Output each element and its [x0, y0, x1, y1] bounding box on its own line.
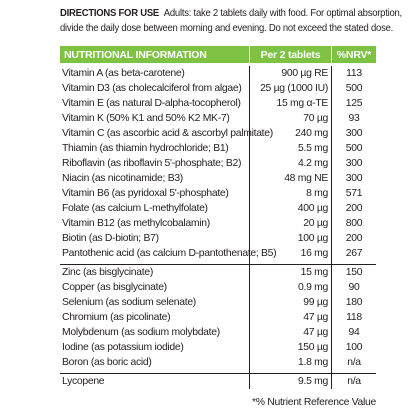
nutrient-name: Vitamin K (50% K1 and 50% K2 MK-7) — [60, 111, 250, 126]
nutrient-nrv: 571 — [345, 188, 363, 199]
nutrient-nrv: 90 — [348, 282, 360, 293]
table-row — [60, 66, 376, 81]
directions-line-2: divide the daily dose between morning and evening. Do not exceed the stated dose. — [60, 23, 394, 34]
nutrient-amount: 25 µg (1000 IU) — [250, 81, 332, 96]
table-row — [60, 216, 376, 231]
table-row — [60, 246, 376, 261]
nutrient-amount: 47 µg — [250, 310, 332, 325]
nutrient-nrv: 500 — [345, 143, 363, 154]
table-row — [60, 141, 376, 156]
table-row — [60, 96, 376, 111]
nutrient-nrv: 94 — [348, 327, 360, 338]
nutrient-nrv: 125 — [345, 98, 363, 109]
nutrient-nrv: 100 — [345, 342, 363, 353]
nutrient-name: Riboflavin (as riboflavin 5'-phosphate; B2) — [60, 156, 250, 171]
table-row — [60, 111, 376, 126]
nutrient-nrv: n/a — [347, 357, 361, 368]
table-row — [60, 310, 376, 325]
nutrient-name: Vitamin D3 (as cholecalciferol from algae) — [60, 81, 250, 96]
nutrient-nrv: 200 — [345, 203, 363, 214]
nutrient-name: Vitamin B6 (as pyridoxal 5'-phosphate) — [60, 186, 250, 201]
nutrient-amount: 1.8 mg — [250, 355, 332, 370]
nutrient-amount: 900 µg RE — [250, 66, 332, 81]
table-row — [60, 340, 376, 355]
nutrient-amount: 47 µg — [250, 325, 332, 340]
nutrient-amount: 5.5 mg — [250, 141, 332, 156]
nutrient-amount: 9.5 mg — [250, 374, 332, 389]
header-nrv: %NRV* — [332, 46, 376, 63]
table-row — [60, 231, 376, 246]
table-row — [60, 325, 376, 340]
table-header — [60, 46, 376, 63]
nutrient-name: Niacin (as nicotinamide; B3) — [60, 171, 250, 186]
nutrient-name: Thiamin (as thiamin hydrochloride; B1) — [60, 141, 250, 156]
nutrient-name: Vitamin A (as beta-carotene) — [60, 66, 250, 81]
nutrient-name: Boron (as boric acid) — [60, 355, 250, 370]
nutrient-amount: 240 mg — [250, 126, 332, 141]
nutrient-name: Pantothenic acid (as calcium D-pantothenate; B5) — [62, 248, 277, 259]
directions-text-1: Adults: take 2 tablets daily with food. For optimal absorption, — [163, 8, 402, 19]
table-row — [60, 355, 376, 370]
nutrient-amount: 150 µg — [250, 340, 332, 355]
table-row — [60, 373, 376, 389]
nutrient-name: Zinc (as bisglycinate) — [60, 265, 250, 280]
nutrient-amount: 70 µg — [250, 111, 332, 126]
nutrient-name: Selenium (as sodium selenate) — [60, 295, 250, 310]
nutrient-nrv: 200 — [345, 233, 363, 244]
nutrient-nrv: 300 — [345, 158, 363, 169]
directions-line-1 — [60, 6, 402, 21]
nutrient-name: Iodine (as potassium iodide) — [60, 340, 250, 355]
table-row — [60, 156, 376, 171]
nutrient-amount: 100 µg — [250, 231, 332, 246]
table-row — [60, 264, 376, 280]
table-row — [60, 171, 376, 186]
nutrient-amount: 8 mg — [250, 186, 332, 201]
group-separator — [60, 261, 376, 264]
nutrient-nrv: 800 — [345, 218, 363, 229]
nutrient-name: Vitamin E (as natural D-alpha-tocopherol) — [60, 96, 250, 111]
nutrient-name: Vitamin B12 (as methylcobalamin) — [60, 216, 250, 231]
nutrient-nrv: 113 — [346, 68, 362, 79]
nutrient-amount: 4.2 mg — [250, 156, 332, 171]
table-row — [60, 280, 376, 295]
nutrient-amount: 48 mg NE — [250, 171, 332, 186]
group-separator — [60, 370, 376, 373]
nutrient-name: Chromium (as picolinate) — [60, 310, 250, 325]
nutrient-amount: 20 µg — [250, 216, 332, 231]
nutrient-amount: 99 µg — [250, 295, 332, 310]
supplement-label — [60, 6, 402, 389]
nutrient-nrv: 267 — [345, 248, 363, 259]
nutrient-name: Folate (as calcium L-methylfolate) — [60, 201, 250, 216]
nutrient-amount: 0.9 mg — [250, 280, 332, 295]
footnote: *% Nutrient Reference Value — [252, 397, 376, 408]
nutrient-amount: 15 mg α-TE — [250, 96, 332, 111]
table-row — [60, 186, 376, 201]
nutrient-nrv: 150 — [345, 267, 363, 278]
table-row — [60, 81, 376, 96]
nutrient-name: Molybdenum (as sodium molybdate) — [60, 325, 250, 340]
nutrient-name: Vitamin C (as ascorbic acid & ascorbyl palmitate) — [62, 128, 273, 139]
nutrient-amount: 400 µg — [250, 201, 332, 216]
header-per-2-tablets: Per 2 tablets — [250, 46, 331, 63]
directions-heading: DIRECTIONS FOR USE — [60, 8, 160, 19]
nutrient-amount: 16 mg — [250, 246, 332, 261]
nutrient-nrv: 93 — [348, 113, 360, 124]
nutrient-nrv: 500 — [345, 83, 363, 94]
nutrient-nrv: 300 — [345, 173, 363, 184]
table-row — [60, 295, 376, 310]
nutrient-nrv: 180 — [345, 297, 363, 308]
nutrient-name: Lycopene — [60, 374, 250, 389]
nutrient-amount: 15 mg — [250, 265, 332, 280]
directions-for-use — [60, 6, 402, 36]
table-row — [60, 201, 376, 216]
nutrient-name: Copper (as bisglycinate) — [60, 280, 250, 295]
nutrient-nrv: 300 — [345, 128, 363, 139]
nutrition-table-body — [60, 66, 376, 389]
table-row — [60, 126, 376, 141]
nutrient-name: Biotin (as D-biotin; B7) — [60, 231, 250, 246]
header-nutritional-information: NUTRITIONAL INFORMATION — [60, 46, 249, 63]
nutrient-nrv: n/a — [347, 376, 361, 387]
nutrient-nrv: 118 — [346, 312, 362, 323]
